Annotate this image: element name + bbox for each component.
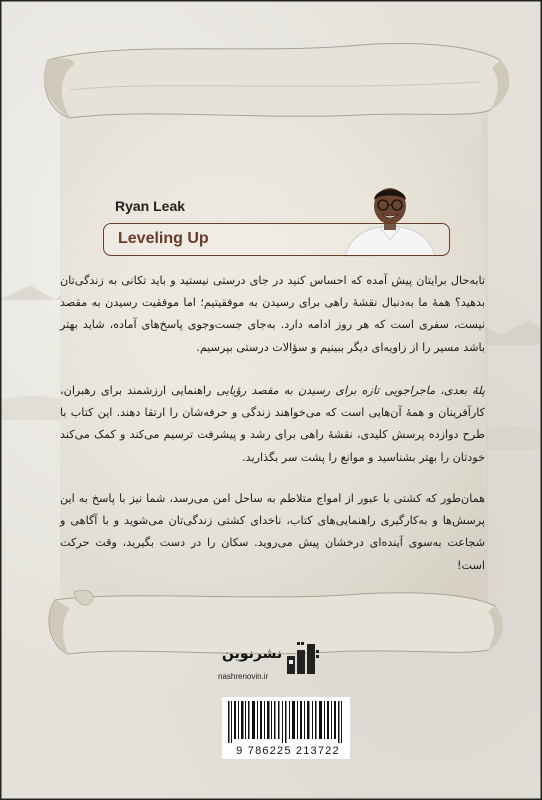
publisher-name: نشرنوین bbox=[222, 646, 283, 662]
book-title: Leveling Up bbox=[118, 230, 209, 247]
description-paragraph-2-rest: راهنمایی ارزشمند برای رهبران، کارآفرینان و همهٔ آن‌هایی است که می‌خواهند زندگی و حرفه‌شان را ارتقا دهند. این کتاب با طرح دوازده پرسش کلیدی، نقشهٔ راهی برای رشد و پیشرفت ترسیم می‌کند و کمک می‌کند خودتان را بهتر بشناسید و موانع را پشت سر بگذارید. bbox=[60, 384, 485, 464]
author-name: Ryan Leak bbox=[115, 198, 186, 214]
description-paragraph-2 bbox=[60, 380, 485, 469]
description-paragraph-1: تابه‌حال برایتان پیش آمده که احساس کنید در جای درستی نیستید و باید تکانی به زندگی‌تان بدهید؟ همهٔ ما به‌دنبال نقشهٔ راهی برای رسیدن به موفقیتیم؛ اما موفقیت رسیدن به مقصد نیست، سفری است که هر روز ادامه دارد. به‌جای جست‌وجوی پاسخ‌های آماده، شاید بهتر باشد مسیر را از زاویه‌ای دیگر ببینیم و سؤالات درستی بپرسیم. bbox=[60, 274, 485, 354]
isbn-number: 9 786225 213722 bbox=[236, 745, 340, 757]
publisher-logo-icon bbox=[285, 640, 321, 676]
description-paragraph-2-lead: پلهٔ بعدی، ماجراجویی تازه برای رسیدن به مقصد رؤیایی bbox=[216, 384, 485, 397]
barcode-icon bbox=[222, 697, 350, 743]
publisher-url: nashrenovin.ir bbox=[218, 672, 269, 681]
description-paragraph-3: همان‌طور که کشتی با عبور از امواج متلاطم به ساحل امن می‌رسد، شما نیز با پاسخ به این پرسش‌ها و به‌کارگیری راهنمایی‌های کتاب، ناخدای کشتی زندگی‌تان می‌شوید و با آگاهی و شجاعت به‌سوی آینده‌ای درخشان پیش می‌روید. سکان را در دست بگیرید، وقت حرکت است! bbox=[60, 492, 485, 572]
